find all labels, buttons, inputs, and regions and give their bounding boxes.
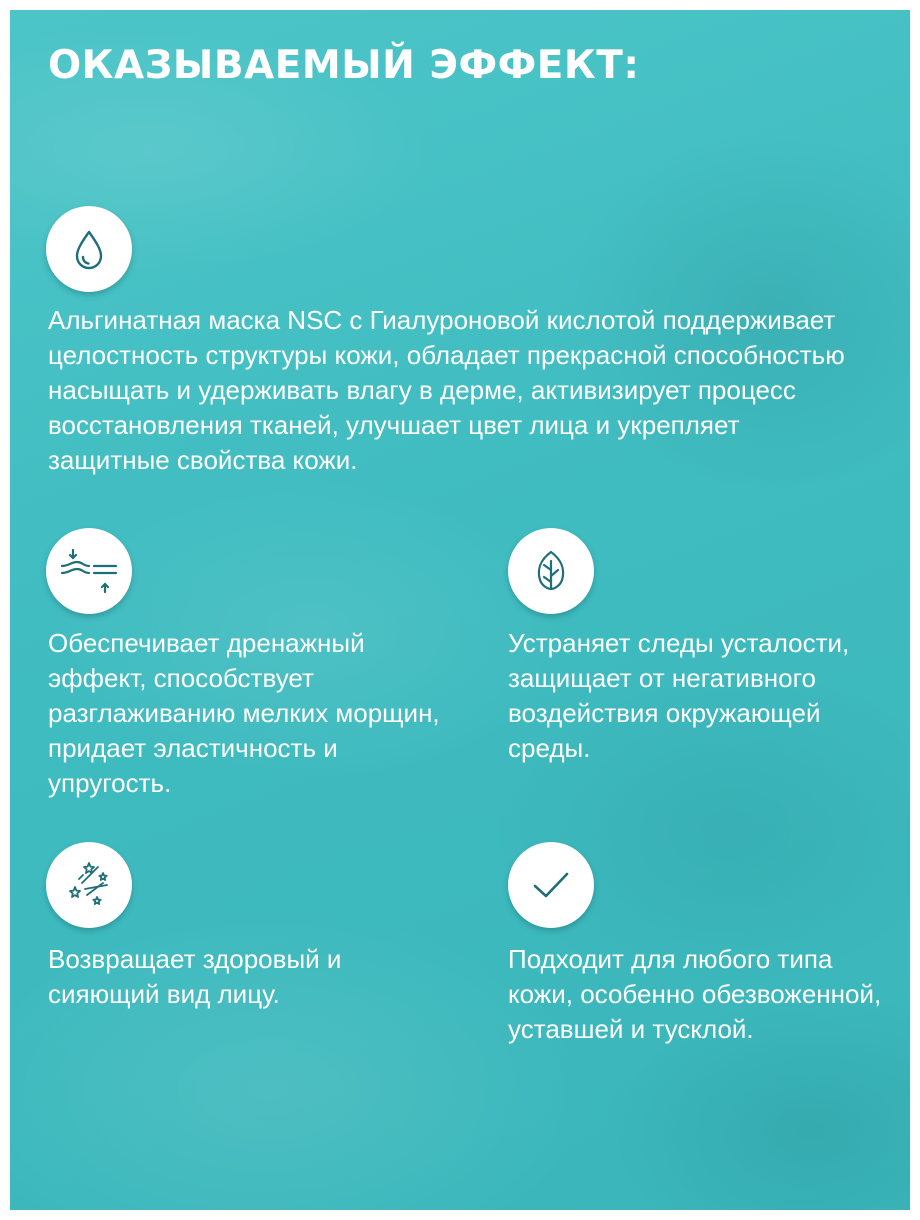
- water-drop-icon: [46, 206, 132, 292]
- benefit-skin-types-text: Подходит для любого типа кожи, особенно обезвоженной, уставшей и тусклой.: [508, 944, 882, 1044]
- intro-description: Альгинатная маска NSC с Гиалуроновой кислотой поддерживает целостность структуры кожи, обладает прекрасной способностью насыщать и удерживать влагу в дерме, активизирует процесс восстановления тканей, улучшает цвет лица и укрепляет защитные свойства кожи.: [48, 305, 845, 475]
- checkmark-icon: [508, 842, 594, 928]
- benefit-glow-text: Возвращает здоровый и сияющий вид лицу.: [48, 944, 342, 1009]
- skin-smoothing-icon: [46, 528, 132, 614]
- page-title: ОКАЗЫВАЕМЫЙ ЭФФЕКТ:: [48, 43, 640, 88]
- effect-panel: [10, 10, 910, 1210]
- benefit-fatigue-text: Устраняет следы усталости, защищает от негативного воздействия окружающей среды.: [508, 628, 850, 763]
- leaf-icon: [508, 528, 594, 614]
- benefit-drainage-text: Обеспечивает дренажный эффект, способствует разглаживанию мелких морщин, придает эластичность и упругость.: [48, 628, 440, 798]
- sparkle-stars-icon: [46, 842, 132, 928]
